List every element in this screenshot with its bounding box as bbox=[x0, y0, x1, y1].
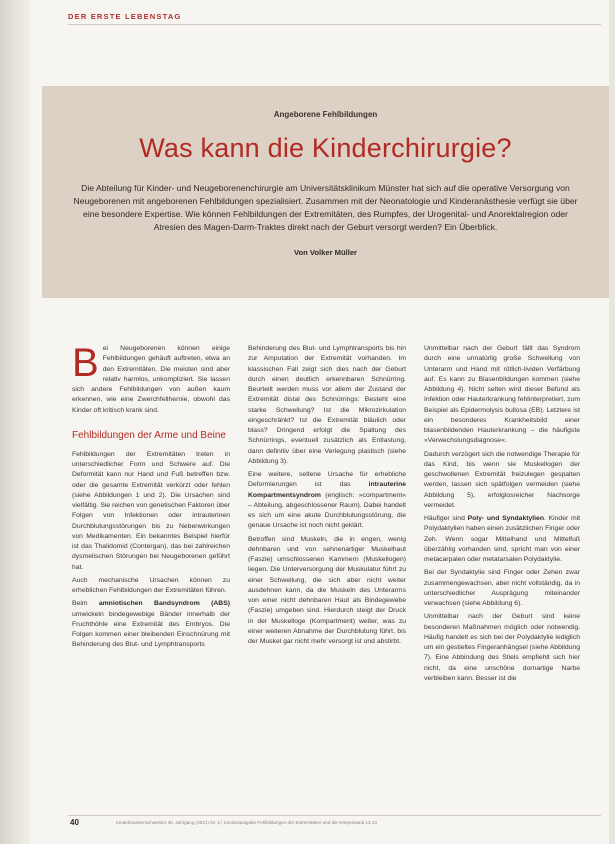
text-column-1 bbox=[72, 344, 230, 824]
header-rule bbox=[68, 24, 601, 25]
paragraph: Fehlbildungen der Extremitäten treten in unterschiedlicher Form und Schwere auf. Die Deformität kann nur Hand und Fuß betreffen bzw. oder die gesamte Extremität verkürzt oder fehlen (siehe Abbildungen 1 und 2). Die Ursachen sind vielfältig. Sie reichen von genetischen Faktoren über Folgen von Infektionen oder intrauterinen Durchblutungsstörungen bis zu Nebenwirkungen von Medikamenten. Ein bekanntes Beispiel hierfür ist das Thalidomid (Contergan), das bei zahlreichen dysmelischen Störungen bei Neugeborenen geführt hat. bbox=[72, 450, 230, 571]
article-header-box bbox=[42, 86, 609, 298]
paragraph-text: ei Neugeborenen können einige Fehlbildungen gehäuft auftreten, etwa an den Extremitäten. Die meisten sind aber relativ harmlos, unkompliziert. Sie lassen sich andere Fehlbildungen von außen kaum erkennen, wie eine Zwerchfellhernie, obwohl das Kinder oft kritisch krank sind. bbox=[72, 345, 230, 414]
running-head: DER ERSTE LEBENSTAG bbox=[68, 12, 182, 21]
bold-term: Poly- und Syndaktylien bbox=[467, 515, 544, 522]
paragraph: Behinderung des Blut- und Lymphtransports bis hin zur Amputation der Extremität vorhanden. Im klassischen Fall zeigt sich dies nach der Geburt durch einen deutlich erkennbaren Schnürring. Beurteilt werden muss vor allem der Zustand der Extremität distal des Schnürrings: Besteht eine starke Schwellung? Ist die Mikrozirkulation eingeschränkt? Ist die Extremität bläulich oder blass? Dringend erfolgt die Spaltung des Schnürrings, eventuell zusätzlich als Entlastung, dann definitiv über eine Verlegung plastisch (siehe Abbildung 3). bbox=[248, 345, 406, 465]
paragraph: Unmittelbar nach der Geburt sind keine besonderen Maßnahmen möglich oder notwendig. Häufig handelt es sich bei der Polydaktylie lediglich um ein gestieltes Fingeranhängsel (siehe Abbildung 7). Eine Abbindung des Stiels empfiehlt sich hier nicht, da eine unschöne dornartige Narbe verbleiben kann. Besser ist die bbox=[424, 613, 580, 682]
article-lead: Die Abteilung für Kinder- und Neugeborenenchirurgie am Universitätsklinikum Münster hat sich auf die operative Versorgung von Neugeborenen mit angeborenen Fehlbildungen spezialisiert. Zusammen mit der Neonatologie und Kinderanästhesie verfügt sie über eine besondere Expertise. Wie können Fehlbildungen der Extremitäten, des Rumpfes, der Urogenital- und Anorektalregion oder Atresien des Magen-Darm-Traktes direkt nach der Geburt versorgt werden? Ein Überblick. bbox=[73, 183, 578, 232]
book-spine bbox=[0, 0, 30, 844]
bold-term: amniotischen Bandsyndrom (ABS) bbox=[98, 600, 230, 608]
paragraph bbox=[72, 599, 230, 650]
paragraph-text: Eine weitere, seltene Ursache für erhebliche Deformierungen ist das bbox=[248, 471, 406, 489]
text-column-2 bbox=[248, 344, 406, 824]
paragraph: Unmittelbar nach der Geburt fällt das Syndrom durch eine unnatürlig große Schwellung von Unterarm und Hand mit rötlich-lividen Verfärbung auf. Es kann zu Blasenbildungen kommen (siehe Abbildung 4). Nicht selten wird dieser Befund als Infektion oder Hauterkrankung fehlinterpretiert, zum Beispiel als Epidermolysis bullosa (EB). Letztere ist ein besonderes Krankheitsbild einer blasenbildenden Hauterkrankung – die häufigste »Verwechslungsdiagnose«. bbox=[424, 345, 580, 445]
paragraph: Bei der Syndaktylie sind Finger oder Zehen zwar zusammengewachsen, aber nicht vollständig, da in unterschiedlicher Ausprägung miteinander verwachsen (siehe Abbildung 6). bbox=[424, 569, 580, 607]
paragraph bbox=[424, 514, 580, 565]
paragraph: Betroffen sind Muskeln, die in engen, wenig dehnbaren und von sehnenartiger Muskelhaut (Faszie) umschlossenen Kammern (Muskellogen) liegen. Die Unterversorgung der Muskulatur führt zu einer Schwellung, die sich aber nicht weiter ausdehnen kann, da die Muskeln des Unterarms von einer nicht dehnbaren Haut als Bindegewebe (Faszie) umgeben sind. Hierdurch steigt der Druck in der Muskelloge (Kompartment) weiter, was zu einer weiteren Abnahme der Durchblutung führt, bis der Muskel gar nicht mehr versorgt ist und abstirbt. bbox=[248, 535, 406, 645]
article-headline: Was kann die Kinderchirurgie? bbox=[139, 133, 512, 163]
article-byline: Von Volker Müller bbox=[293, 248, 357, 257]
footer-citation: Kinderkrankenschwester 40. Jahrgang (2021) Nr. 2 | Sonderausgabe Fehlbildungen der Extremitäten und der Körperwand 13 13 bbox=[116, 820, 377, 825]
paragraph: Auch mechanische Ursachen können zu erheblichen Fehlbildungen der Extremitäten führen. bbox=[72, 576, 230, 594]
article-kicker: Angeborene Fehlbildungen bbox=[273, 110, 378, 119]
paragraph-text: . Kinder mit Polydaktylien haben einen zusätzlichen Finger oder Zeh. Wenn sogar Mittelhand und Mittelfuß überzählig vorhanden sind, spricht man von einer metacarpalen oder metatarsalen Polydaktylie. bbox=[424, 515, 580, 563]
drop-cap: B bbox=[72, 344, 99, 385]
paragraph-text: (englisch: »compartment« – Abteilung, abgeschlossener Raum). Dabei handelt es sich um eine akute Durchblutungsstörung, die genaue Ursache ist noch nicht geklärt. bbox=[248, 491, 406, 530]
magazine-page bbox=[30, 0, 609, 844]
section-subhead: Fehlbildungen der Arme und Beine bbox=[72, 429, 226, 441]
bold-term: intrauterine Kompartmentsyndrom bbox=[248, 481, 406, 499]
text-column-3 bbox=[424, 344, 580, 824]
paragraph bbox=[248, 470, 406, 532]
paragraph bbox=[72, 344, 230, 416]
footer-rule bbox=[68, 815, 601, 816]
paragraph-text: Häufiger sind bbox=[424, 515, 468, 522]
paragraph-text: Beim bbox=[72, 600, 99, 608]
page-number: 40 bbox=[70, 818, 79, 827]
paragraph-text: umwickeln bindegewebige Bänder innerhalb der Fruchthöhle eine Extremität des Embryos. Die Folgen kommen einer bleibenden Einschnürung mit Behinderung des Blut- und Lymphtransports bbox=[72, 610, 230, 649]
paragraph: Dadurch verzögert sich die notwendige Therapie für das Kind, bis wenn sie Muskellogen der geschwollenen Extremität freizulegen gespalten werden, lassen sich spätfolgen vermeiden (siehe Abbildung 5), erfolglosreicher Nachsorge vermeidet. bbox=[424, 450, 580, 509]
